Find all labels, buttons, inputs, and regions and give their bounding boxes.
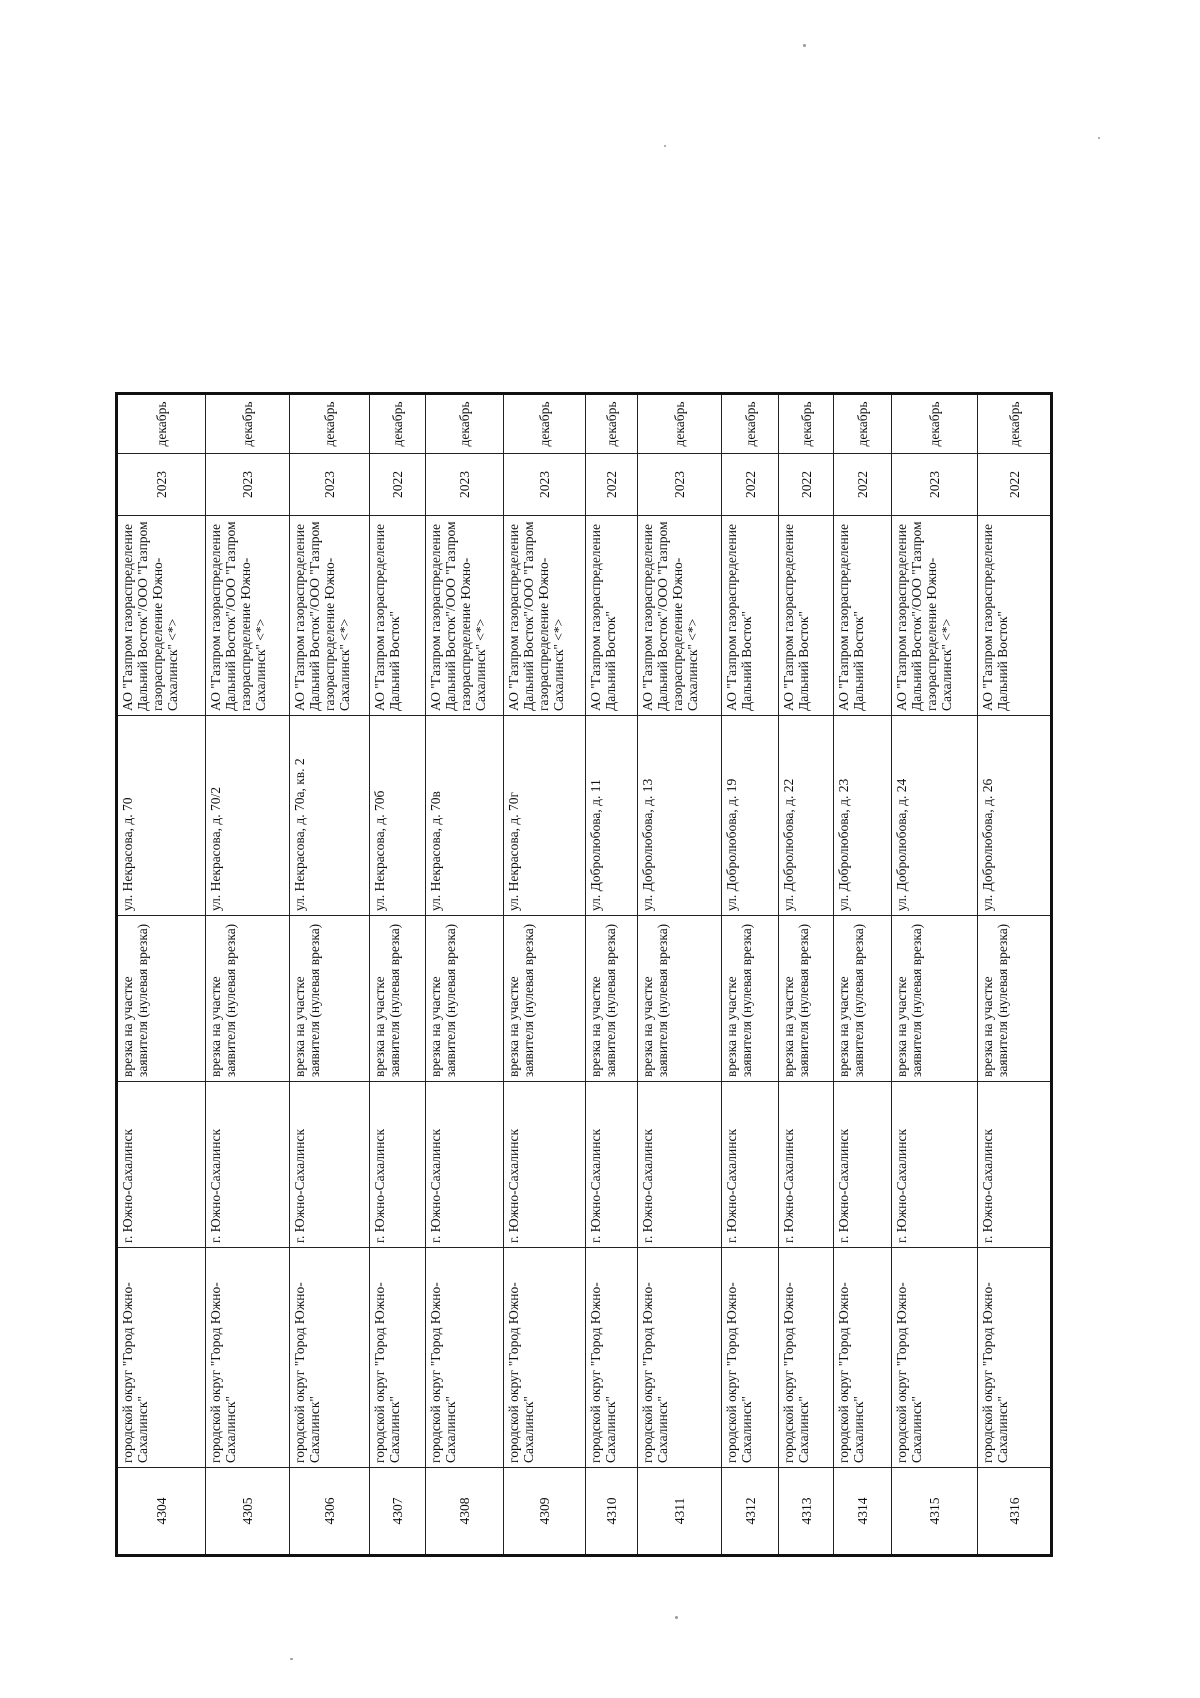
table-row [722,394,779,1556]
city-cell: г. Южно-Сахалинск [206,1082,290,1248]
city-cell: г. Южно-Сахалинск [892,1082,978,1248]
work-type-cell: врезка на участке заявителя (нулевая врезка) [779,916,834,1082]
year-cell: 2023 [504,454,586,516]
district-cell: городской округ "Город Южно-Сахалинск" [370,1248,426,1468]
table-row [370,394,426,1556]
gas-connection-table [115,392,1053,1557]
organization-cell: АО "Газпром газораспределение Дальний Восток"/ООО "Газпром газораспределение Южно-Сахалинск" <*> [117,516,206,716]
year-cell: 2023 [638,454,722,516]
organization-cell: АО "Газпром газораспределение Дальний Восток"/ООО "Газпром газораспределение Южно-Сахалинск" <*> [504,516,586,716]
month-cell: декабрь [586,394,638,454]
table-row [834,394,892,1556]
address-cell: ул. Некрасова, д. 70/2 [206,716,290,916]
month-cell: декабрь [779,394,834,454]
row-number: 4307 [370,1468,426,1556]
district-cell: городской округ "Город Южно-Сахалинск" [779,1248,834,1468]
table-row [206,394,290,1556]
district-cell: городской округ "Город Южно-Сахалинск" [426,1248,504,1468]
table-row [779,394,834,1556]
work-type-cell: врезка на участке заявителя (нулевая врезка) [206,916,290,1082]
year-cell: 2023 [290,454,370,516]
row-number: 4313 [779,1468,834,1556]
work-type-cell: врезка на участке заявителя (нулевая врезка) [722,916,779,1082]
address-cell: ул. Добролюбова, д. 19 [722,716,779,916]
organization-cell: АО "Газпром газораспределение Дальний Восток"/ООО "Газпром газораспределение Южно-Сахалинск" <*> [290,516,370,716]
row-number: 4311 [638,1468,722,1556]
district-cell: городской округ "Город Южно-Сахалинск" [638,1248,722,1468]
year-cell: 2023 [426,454,504,516]
month-cell: декабрь [426,394,504,454]
row-number: 4309 [504,1468,586,1556]
address-cell: ул. Некрасова, д. 70а, кв. 2 [290,716,370,916]
organization-cell: АО "Газпром газораспределение Дальний Восток" [370,516,426,716]
organization-cell: АО "Газпром газораспределение Дальний Восток"/ООО "Газпром газораспределение Южно-Сахалинск" <*> [206,516,290,716]
month-cell: декабрь [722,394,779,454]
month-cell: декабрь [978,394,1052,454]
city-cell: г. Южно-Сахалинск [426,1082,504,1248]
scan-speck [803,44,806,47]
city-cell: г. Южно-Сахалинск [290,1082,370,1248]
year-cell: 2023 [206,454,290,516]
table-row [290,394,370,1556]
city-cell: г. Южно-Сахалинск [370,1082,426,1248]
work-type-cell: врезка на участке заявителя (нулевая врезка) [117,916,206,1082]
month-cell: декабрь [117,394,206,454]
scan-speck [675,1616,678,1619]
scan-speck [290,1658,293,1660]
work-type-cell: врезка на участке заявителя (нулевая врезка) [370,916,426,1082]
district-cell: городской округ "Город Южно-Сахалинск" [504,1248,586,1468]
table-row [638,394,722,1556]
city-cell: г. Южно-Сахалинск [722,1082,779,1248]
district-cell: городской округ "Город Южно-Сахалинск" [586,1248,638,1468]
city-cell: г. Южно-Сахалинск [117,1082,206,1248]
table-row [426,394,504,1556]
row-number: 4312 [722,1468,779,1556]
city-cell: г. Южно-Сахалинск [638,1082,722,1248]
organization-cell: АО "Газпром газораспределение Дальний Восток" [978,516,1052,716]
table-row [504,394,586,1556]
year-cell: 2022 [978,454,1052,516]
organization-cell: АО "Газпром газораспределение Дальний Восток" [779,516,834,716]
work-type-cell: врезка на участке заявителя (нулевая врезка) [290,916,370,1082]
month-cell: декабрь [504,394,586,454]
row-number: 4305 [206,1468,290,1556]
district-cell: городской округ "Город Южно-Сахалинск" [722,1248,779,1468]
work-type-cell: врезка на участке заявителя (нулевая врезка) [504,916,586,1082]
row-number: 4306 [290,1468,370,1556]
month-cell: декабрь [290,394,370,454]
address-cell: ул. Добролюбова, д. 11 [586,716,638,916]
year-cell: 2022 [370,454,426,516]
work-type-cell: врезка на участке заявителя (нулевая врезка) [426,916,504,1082]
city-cell: г. Южно-Сахалинск [779,1082,834,1248]
scan-speck [1098,137,1100,139]
address-cell: ул. Некрасова, д. 70г [504,716,586,916]
scan-speck [664,145,666,147]
work-type-cell: врезка на участке заявителя (нулевая врезка) [892,916,978,1082]
month-cell: декабрь [892,394,978,454]
row-number: 4310 [586,1468,638,1556]
table-row [117,394,206,1556]
city-cell: г. Южно-Сахалинск [586,1082,638,1248]
year-cell: 2022 [586,454,638,516]
organization-cell: АО "Газпром газораспределение Дальний Восток" [834,516,892,716]
address-cell: ул. Добролюбова, д. 23 [834,716,892,916]
table-body [117,394,1052,1556]
organization-cell: АО "Газпром газораспределение Дальний Восток" [586,516,638,716]
work-type-cell: врезка на участке заявителя (нулевая врезка) [586,916,638,1082]
organization-cell: АО "Газпром газораспределение Дальний Восток"/ООО "Газпром газораспределение Южно-Сахалинск" <*> [426,516,504,716]
work-type-cell: врезка на участке заявителя (нулевая врезка) [834,916,892,1082]
row-number: 4315 [892,1468,978,1556]
row-number: 4316 [978,1468,1052,1556]
rotated-table-container [115,395,1050,1557]
district-cell: городской округ "Город Южно-Сахалинск" [290,1248,370,1468]
month-cell: декабрь [638,394,722,454]
row-number: 4308 [426,1468,504,1556]
organization-cell: АО "Газпром газораспределение Дальний Восток"/ООО "Газпром газораспределение Южно-Сахалинск" <*> [638,516,722,716]
city-cell: г. Южно-Сахалинск [978,1082,1052,1248]
table-row [586,394,638,1556]
city-cell: г. Южно-Сахалинск [504,1082,586,1248]
district-cell: городской округ "Город Южно-Сахалинск" [206,1248,290,1468]
row-number: 4314 [834,1468,892,1556]
address-cell: ул. Добролюбова, д. 13 [638,716,722,916]
address-cell: ул. Некрасова, д. 70 [117,716,206,916]
organization-cell: АО "Газпром газораспределение Дальний Восток"/ООО "Газпром газораспределение Южно-Сахалинск" <*> [892,516,978,716]
address-cell: ул. Добролюбова, д. 24 [892,716,978,916]
address-cell: ул. Добролюбова, д. 22 [779,716,834,916]
address-cell: ул. Некрасова, д. 70б [370,716,426,916]
year-cell: 2022 [834,454,892,516]
work-type-cell: врезка на участке заявителя (нулевая врезка) [978,916,1052,1082]
city-cell: г. Южно-Сахалинск [834,1082,892,1248]
district-cell: городской округ "Город Южно-Сахалинск" [892,1248,978,1468]
table-row [978,394,1052,1556]
district-cell: городской округ "Город Южно-Сахалинск" [117,1248,206,1468]
row-number: 4304 [117,1468,206,1556]
year-cell: 2022 [722,454,779,516]
year-cell: 2023 [892,454,978,516]
district-cell: городской округ "Город Южно-Сахалинск" [978,1248,1052,1468]
month-cell: декабрь [834,394,892,454]
address-cell: ул. Добролюбова, д. 26 [978,716,1052,916]
table-row [892,394,978,1556]
month-cell: декабрь [206,394,290,454]
month-cell: декабрь [370,394,426,454]
year-cell: 2023 [117,454,206,516]
work-type-cell: врезка на участке заявителя (нулевая врезка) [638,916,722,1082]
address-cell: ул. Некрасова, д. 70в [426,716,504,916]
district-cell: городской округ "Город Южно-Сахалинск" [834,1248,892,1468]
year-cell: 2022 [779,454,834,516]
organization-cell: АО "Газпром газораспределение Дальний Восток" [722,516,779,716]
